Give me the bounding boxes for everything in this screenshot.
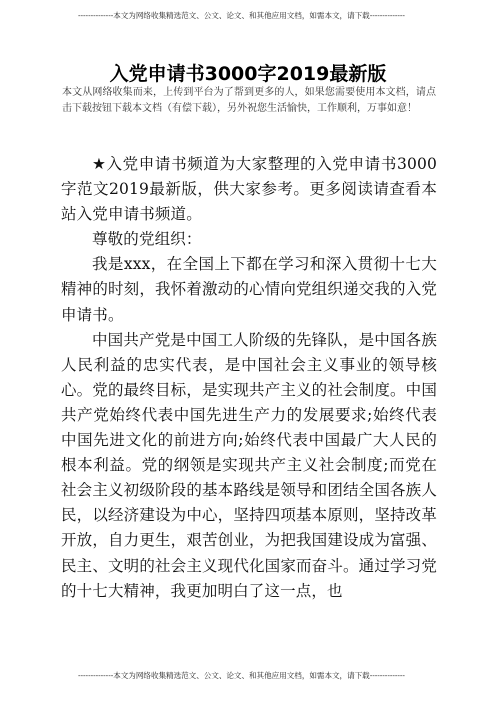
body-paragraph-2: 中国共产党是中国工人阶级的先锋队，是中国各族人民利益的忠实代表，是中国社会主义事业的领导核心。党的最终目标，是实现共产主义的社会制度。中国共产党始终代表中国先进生产力的发展要求;始终代表中国先进文化的前进方向;始终代表中国最广大人民的根本利益。党的纲领是实现共产主义社会制度;而党在社会主义初级阶段的基本路线是领导和团结全国各族人民，以经济建设为中心，坚持四项基本原则，坚持改革开放，自力更生，艰苦创业，为把我国建设成为富强、民主、文明的社会主义现代化国家而奋斗。通过学习党的十七大精神，我更加明白了这一点，也 <box>61 330 437 600</box>
intro-paragraph <box>61 152 437 227</box>
download-notice: 本文从网络收集而来，上传到平台为了帮到更多的人，如果您需要使用本文档，请点击下载按钮下载本文档（有偿下载），另外祝您生活愉快，工作顺利，万事如意！ <box>62 87 436 114</box>
document-body <box>61 152 437 604</box>
body-paragraph-1: 我是xxx，在全国上下都在学习和深入贯彻十七大精神的时刻，我怀着激动的心情向党组织递交我的入党申请书。 <box>61 255 437 324</box>
page-footer: --------------本文为网络收集精选范文、公文、论文、和其他应用文档，如需本文，请下载-------------- <box>78 671 405 680</box>
star-icon: ★ <box>92 155 107 173</box>
salutation: 尊敬的党组织： <box>92 230 202 249</box>
page-header: --------------本文为网络收集精选范文、公文、论文、和其他应用文档，如需本文，请下载-------------- <box>78 11 405 20</box>
document-title: 入党申请书3000字2019最新版 <box>109 63 387 85</box>
intro-text: 入党申请书频道为大家整理的入党申请书3000字范文2019最新版，供大家参考。更多阅读请查看本站入党申请书频道。 <box>61 155 437 224</box>
